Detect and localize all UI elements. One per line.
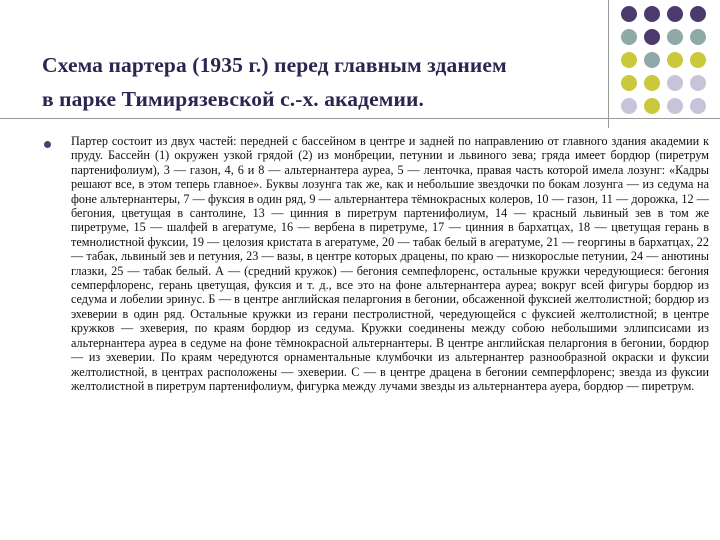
decorative-dot <box>690 98 706 114</box>
decorative-dot <box>621 52 637 68</box>
slide-title <box>42 48 602 116</box>
decorative-dot <box>621 29 637 45</box>
decorative-dot <box>667 6 683 22</box>
decorative-dot-grid <box>621 6 720 118</box>
decorative-dot <box>644 6 660 22</box>
title-line-1: Схема партера (1935 г.) перед главным зданием <box>42 53 507 77</box>
vertical-divider-line <box>608 0 609 128</box>
bullet-point-icon <box>44 141 51 148</box>
decorative-dot <box>621 98 637 114</box>
decorative-dot <box>690 75 706 91</box>
decorative-dot <box>690 52 706 68</box>
title-line-2: в парке Тимирязевской с.-х. академии. <box>42 87 424 111</box>
decorative-dot <box>621 75 637 91</box>
decorative-dot <box>667 29 683 45</box>
decorative-dot <box>667 75 683 91</box>
decorative-dot <box>667 98 683 114</box>
horizontal-divider-line <box>0 118 720 119</box>
decorative-dot <box>667 52 683 68</box>
slide-body-text: Партер состоит из двух частей: передней с бассейном в центре и задней по направлению от главного здания академии к пруду. Бассейн (1) окружен узкой грядой (2) из монбреции, петунии и львиного зева; гряда имеет бордюр (пиретрум партенифолиум), 3 — газон, 4, 6 и 8 — альтернантера ауреа, 5 — ленточка, правая часть которой имела лозунг: «Кадры решают все, в этом теперь главное». Буквы лозунга так же, как и небольшие звездочки по бокам лозунга — из седума на фоне альтернантеры, 7 — фуксия в один ряд, 9 — альтернантера тёмнокрасных колеров, 10 — газон, 11 — дорожка, 12 — бегония, цветущая в сантолине, 13 — цинния в пиретрум партенифолиум, 14 — красный львиный зев в том же пиретруме, 15 — шалфей в агератуме, 16 — вербена в пиретруме, 17 — цинния в бархатцах, 18 — цветущая герань в темнолистной фуксии, 19 — целозия кристата в агератуме, 20 — табак белый в агератуме, 21 — георгины в бархатцах, 22 — табак, львиный зев и петуния, 23 — вазы, в центре которых драцены, по краю — низкорослые петунии, 24 — анютины глазки, 25 — табак белый. А — (средний кружок) — бегония семпефлоренс, остальные кружки чередующиеся: бегония семперфлоренс, герань цветущая, фуксия и т. д., все это на фоне альтернантера ауреа; вокруг всей фигуры бордюр из седума и лобелии эринус. Б — в центре английская пеларгония в бегонии, обсаженной фуксией желтолистной; бордюр из эхеверии в один ряд. Остальные кружки из герани пестролистной, чередующейся с фуксией желтолистной; в центре кружков — эхеверия, по краям бордюр из седума. Кружки соединены между собою небольшими эллипсисами из альтернантера ауреа в седуме на фоне тёмнокрасной альтернантеры. В центре английская пеларгония в бегонии, бордюр — из эхеверии. По краям чередуются орнаментальные клумбочки из альтернантер разнообразной окраски и фуксии желтолистной, в центрах расположены — эхеверии. С — в центре драцена в бегонии семперфлоренс; звезда из фуксии желтолистной в пиретрум партенифолиум, фигурка между лучами звезды из альтернантера ауера, бордюр — пиретрум. <box>71 134 709 393</box>
decorative-dot <box>644 98 660 114</box>
decorative-dot <box>644 52 660 68</box>
decorative-dot <box>690 6 706 22</box>
decorative-dot <box>644 29 660 45</box>
decorative-dot <box>621 6 637 22</box>
decorative-dot <box>644 75 660 91</box>
decorative-dot <box>690 29 706 45</box>
